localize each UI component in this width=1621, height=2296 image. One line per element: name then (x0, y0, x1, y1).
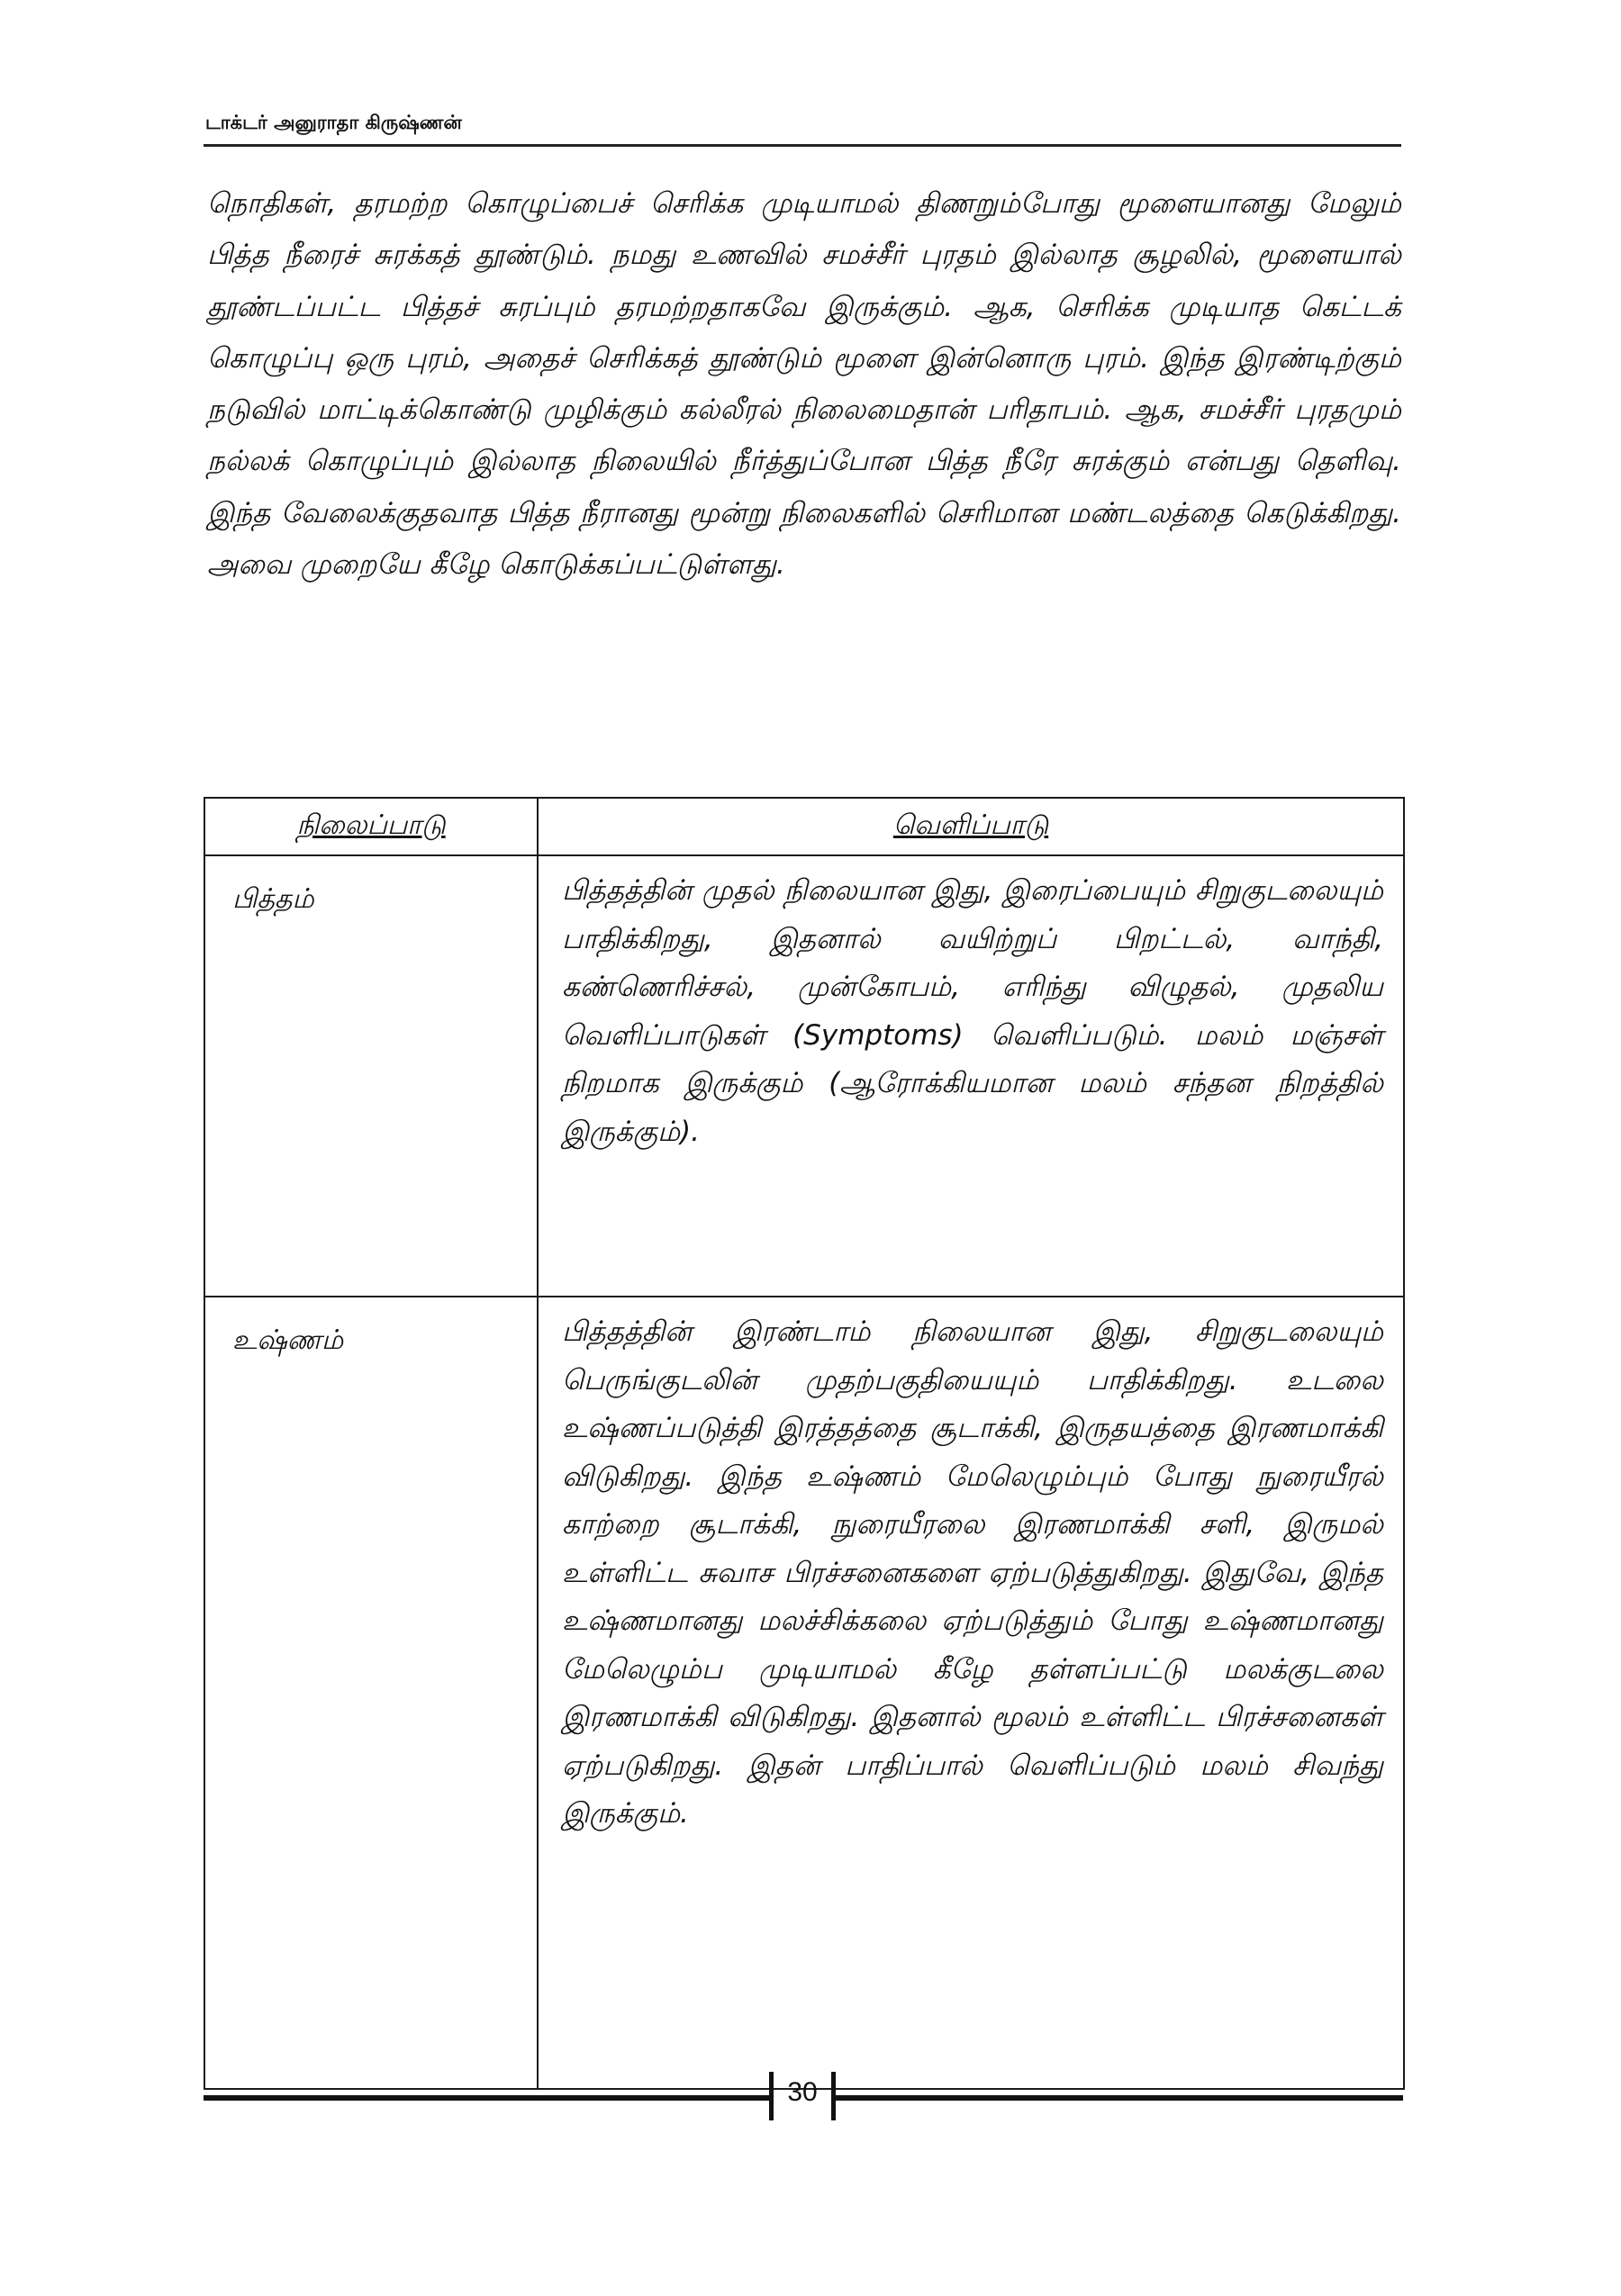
running-header: டாக்டர் அனுராதா கிருஷ்ணன் (205, 112, 462, 133)
footer-rule-left (204, 2095, 769, 2101)
table-row (204, 855, 1404, 1297)
table-row (204, 1297, 1404, 2089)
column-header-expression: வெளிப்பாடு (538, 798, 1404, 855)
page-number: 30 (787, 2077, 818, 2107)
column-header-stage: நிலைப்பாடு (204, 798, 538, 855)
stage-description: பித்தத்தின் முதல் நிலையான இது, இரைப்பையும் சிறுகுடலையும் பாதிக்கிறது, இதனால் வயிற்றுப் பிறட்டல், வாந்தி, கண்ணெரிச்சல், முன்கோபம், எரிந்து விழுதல், முதலிய வெளிப்பாடுகள் (Symptoms) வெளிப்படும். மலம் மஞ்சள் நிறமாக இருக்கும் (ஆரோக்கியமான மலம் சந்தன நிறத்தில் இருக்கும்). (538, 855, 1404, 1297)
stage-term: உஷ்ணம் (204, 1297, 538, 2089)
stage-term: பித்தம் (204, 855, 538, 1297)
body-paragraph: நொதிகள், தரமற்ற கொழுப்பைச் செரிக்க முடியாமல் திணறும்போது மூளையானது மேலும் பித்த நீரைச் சுரக்கத் தூண்டும். நமது உணவில் சமச்சீர் புரதம் இல்லாத சூழலில், மூளையால் தூண்டப்பட்ட பித்தச் சுரப்பும் தரமற்றதாகவே இருக்கும். ஆக, செரிக்க முடியாத கெட்டக் கொழுப்பு ஒரு புரம், அதைச் செரிக்கத் தூண்டும் மூளை இன்னொரு புரம். இந்த இரண்டிற்கும் நடுவில் மாட்டிக்கொண்டு முழிக்கும் கல்லீரல் நிலைமைதான் பரிதாபம். ஆக, சமச்சீர் புரதமும் நல்லக் கொழுப்பும் இல்லாத நிலையில் நீர்த்துப்போன பித்த நீரே சுரக்கும் என்பது தெளிவு. இந்த வேலைக்குதவாத பித்த நீரானது மூன்று நிலைகளில் செரிமான மண்டலத்தை கெடுக்கிறது. அவை முறையே கீழே கொடுக்கப்பட்டுள்ளது. (207, 187, 1401, 582)
stages-table (204, 797, 1405, 2090)
header-rule (204, 144, 1401, 147)
footer-rule-right (836, 2095, 1403, 2101)
table-header-row (204, 798, 1404, 855)
stage-description: பித்தத்தின் இரண்டாம் நிலையான இது, சிறுகுடலையும் பெருங்குடலின் முதற்பகுதியையும் பாதிக்கிறது. உடலை உஷ்ணப்படுத்தி இரத்தத்தை சூடாக்கி, இருதயத்தை இரணமாக்கி விடுகிறது. இந்த உஷ்ணம் மேலெழும்பும் போது நுரையீரல் காற்றை சூடாக்கி, நுரையீரலை இரணமாக்கி சளி, இருமல் உள்ளிட்ட சுவாச பிரச்சனைகளை ஏற்படுத்துகிறது. இதுவே, இந்த உஷ்ணமானது மலச்சிக்கலை ஏற்படுத்தும் போது உஷ்ணமானது மேலெழும்ப முடியாமல் கீழே தள்ளப்பட்டு மலக்குடலை இரணமாக்கி விடுகிறது. இதனால் மூலம் உள்ளிட்ட பிரச்சனைகள் ஏற்படுகிறது. இதன் பாதிப்பால் வெளிப்படும் மலம் சிவந்து இருக்கும். (538, 1297, 1404, 2089)
page-footer (204, 2072, 1403, 2120)
